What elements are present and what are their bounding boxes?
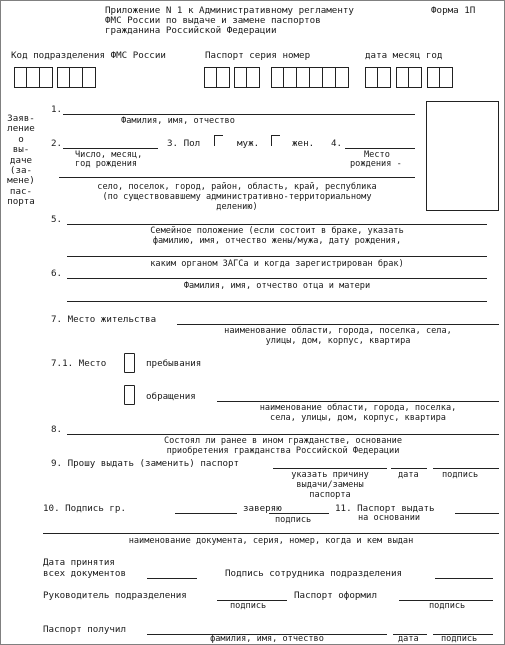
appendix-line-1: Приложение N 1 к Административному регламенту [105,5,354,16]
reason-caption-2: выдачи/замены [296,480,364,490]
marital-status-line-2[interactable] [67,256,487,257]
field-6-number: 6. [51,268,63,279]
appendix-line-3: гражданина Российской Федерации [105,25,277,36]
citizen-sign-label: 10. Подпись гр. [43,503,126,514]
birth-date-caption-2: год рождения [75,159,138,169]
accept-date-label-2: всех документов [43,568,126,579]
marital-caption-1: Семейное положение (если состоит в браке, указать [150,226,404,236]
date-cell[interactable] [409,67,422,88]
birth-place-caption-2: рождения - [350,159,402,169]
field-2-number: 2. [51,138,63,149]
birth-date-line[interactable] [63,148,158,149]
birth-date-caption: Число, месяц, [75,150,143,160]
issue-request-label: 9. Прошу выдать (заменить) паспорт [51,458,240,469]
staff-sign-label: Подпись сотрудника подразделения [225,568,403,579]
citizenship-caption-2: приобретения гражданства Российской Федерации [166,446,400,456]
field-5-number: 5. [51,214,63,225]
appeal-label: обращения [146,391,196,402]
received-sign-caption: подпись [441,634,478,644]
residence-caption-2: улицы, дом, корпус, квартира [265,336,411,346]
field-8-number: 8. [51,424,63,435]
document-caption: наименование документа, серия, номер, когда и кем выдан [128,536,414,546]
date-cell[interactable] [396,67,409,88]
code-cell[interactable] [57,67,70,88]
residence-label: 7. Место жительства [51,314,157,325]
stay-checkbox[interactable] [124,353,135,373]
accept-date-label: Дата принятия [43,557,115,568]
parents-line[interactable] [67,278,487,279]
birth-place-line[interactable] [345,148,415,149]
series-cell[interactable] [217,67,230,88]
request-sign-caption: подпись [442,470,479,480]
number-cell[interactable] [336,67,349,88]
passport-series-label: Паспорт серия номер [205,50,311,61]
received-date-caption: дата [398,634,419,644]
received-name-caption: фамилия, имя, отчество [210,634,324,644]
citizenship-caption-1: Состоял ли ранее в ином гражданстве, основание [164,436,402,446]
sex-label: 3. Пол [167,138,201,149]
number-cell[interactable] [271,67,284,88]
accept-date-line[interactable] [147,578,197,579]
citizenship-line[interactable] [67,434,499,435]
date-cell[interactable] [440,67,453,88]
passport-series-cells[interactable] [204,67,260,88]
sex-female-label: жен. [292,138,315,149]
certify-label: заверяю [243,503,282,514]
date-cell[interactable] [427,67,440,88]
parents-line-2[interactable] [67,301,487,302]
location-caption-1: наименование области, города, поселка, [259,403,457,413]
series-cell[interactable] [204,67,217,88]
number-cell[interactable] [323,67,336,88]
marital-status-line[interactable] [67,224,487,225]
location-line[interactable] [217,401,499,402]
birth-place-caption-3: село, поселок, город, район, область, край, республика [97,182,377,192]
stay-label: пребывания [146,358,202,369]
birth-place-caption-4: (по существовавшему административно-территориальному [102,192,372,202]
passport-number-cells[interactable] [271,67,349,88]
reason-line[interactable] [273,468,387,469]
issued-by-sign-caption: подпись [429,601,466,611]
citizen-sign-line[interactable] [175,513,237,514]
sex-male-checkbox[interactable] [214,135,223,146]
date-cells[interactable] [365,67,453,88]
code-cell[interactable] [27,67,40,88]
reason-caption-3: паспорта [309,490,351,500]
location-label: 7.1. Место [51,358,107,369]
request-date-caption: дата [398,470,419,480]
division-code-label: Код подразделения ФМС России [11,50,166,61]
issued-by-label: Паспорт оформил [294,590,377,601]
code-cell[interactable] [40,67,53,88]
number-cell[interactable] [310,67,323,88]
document-line[interactable] [43,533,499,534]
issue-basis-label: 11. Паспорт выдать [335,503,435,514]
date-cell[interactable] [365,67,378,88]
received-label: Паспорт получил [43,624,126,635]
certify-sign-line[interactable] [269,513,329,514]
division-code-cells[interactable] [14,67,96,88]
series-cell[interactable] [247,67,260,88]
parents-caption: Фамилия, имя, отчество отца и матери [183,281,371,291]
marital-caption-2: фамилию, имя, отчество жены/мужа, дату рождения, [152,236,402,246]
appendix-line-2: ФМС России по выдаче и замене паспортов [105,15,321,26]
head-sign-caption: подпись [230,601,267,611]
issue-basis-caption: на основании [358,513,421,523]
full-name-caption: Фамилия, имя, отчество [121,116,235,126]
head-label: Руководитель подразделения [43,590,187,601]
staff-sign-line[interactable] [435,578,493,579]
photo-box [426,101,499,211]
sex-male-label: муж. [237,138,260,149]
birth-place-caption-5: делению) [216,202,258,212]
field-4-number: 4. [331,138,343,149]
full-name-line[interactable] [63,114,415,115]
marital-caption-3: каким органом ЗАГСа и когда зарегистрирован брак) [150,259,404,269]
appeal-checkbox[interactable] [124,385,135,405]
certify-sign-caption: подпись [275,515,312,525]
form-number: Форма 1П [431,5,476,16]
number-cell[interactable] [284,67,297,88]
code-cell[interactable] [14,67,27,88]
location-caption-2: села, улицы, дом, корпус, квартира [270,413,446,423]
request-date-line[interactable] [391,468,427,469]
code-cell[interactable] [83,67,96,88]
reason-caption-1: указать причину [291,470,369,480]
sex-female-checkbox[interactable] [271,135,280,146]
birth-place-line-2[interactable] [59,177,415,178]
issue-basis-line[interactable] [455,513,499,514]
number-cell[interactable] [297,67,310,88]
application-side-label: Заяв- ление о вы- даче (за- мене) пас- порта [7,113,35,208]
birth-place-caption: Место [364,150,390,160]
residence-line[interactable] [177,324,499,325]
field-1-number: 1. [51,104,63,115]
code-cell[interactable] [70,67,83,88]
date-cell[interactable] [378,67,391,88]
request-sign-line[interactable] [433,468,499,469]
series-cell[interactable] [234,67,247,88]
residence-caption-1: наименование области, города, поселка, села, [224,326,452,336]
issue-date-label: дата месяц год [365,50,443,61]
